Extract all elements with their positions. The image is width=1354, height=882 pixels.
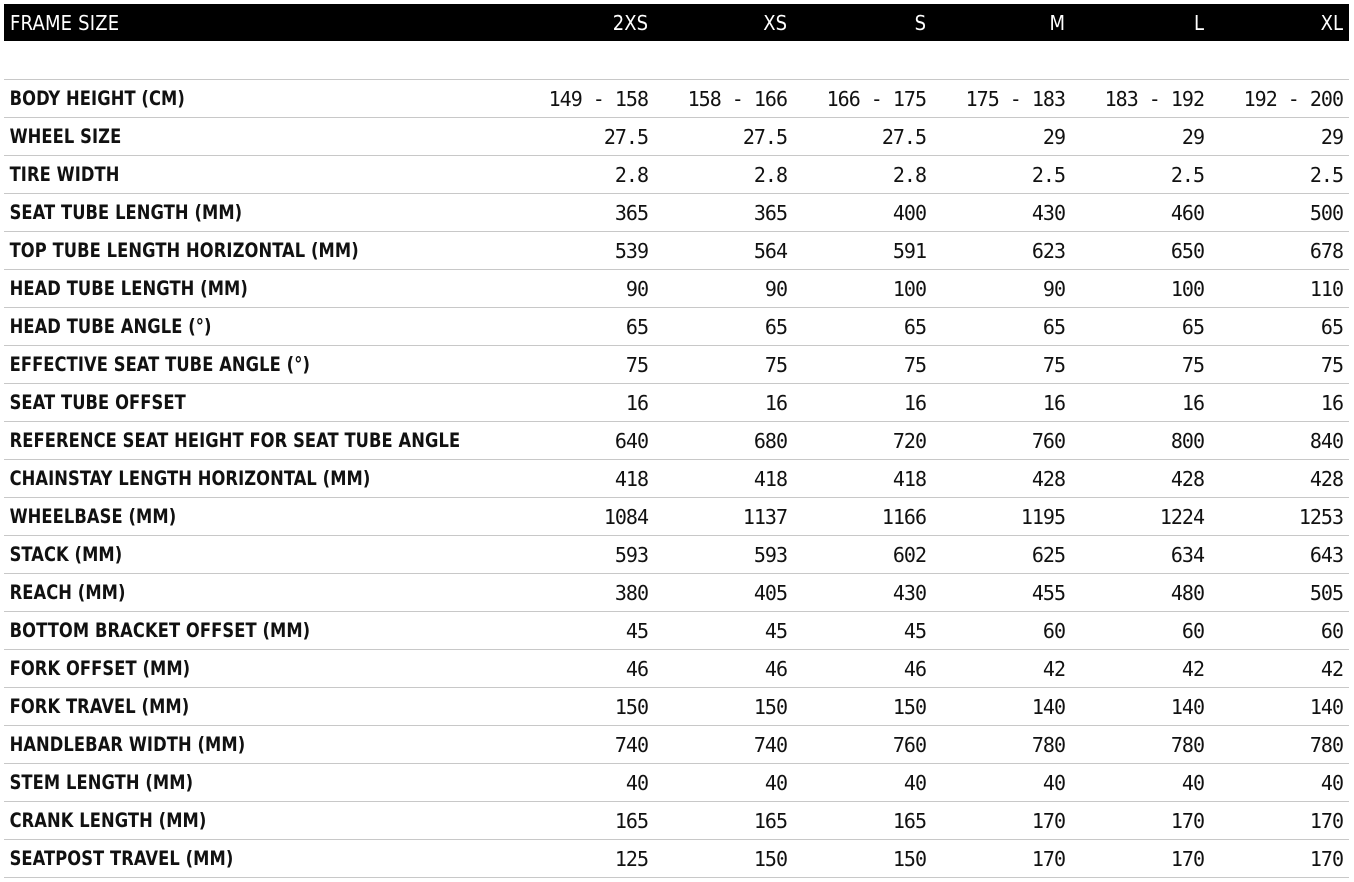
value-cell: 100 [892,276,926,301]
value-cell: 780 [1170,732,1204,757]
row-values [509,277,1349,301]
value-cell: 418 [892,466,926,491]
value-cell: 455 [1031,580,1065,605]
value-cell: 591 [892,238,926,263]
value-cell: 46 [903,656,926,681]
row-label: TOP TUBE LENGTH HORIZONTAL (MM) [9,239,359,262]
value-cell: 150 [753,694,787,719]
value-cell: 623 [1031,238,1065,263]
value-cell: 166 - 175 [826,86,926,111]
table-row [4,498,1349,536]
table-row [4,156,1349,194]
table-row [4,194,1349,232]
value-cell: 42 [1042,656,1065,681]
value-cell: 75 [1181,352,1204,377]
value-cell: 170 [1309,846,1343,871]
value-cell: 40 [764,770,787,795]
value-cell: 539 [614,238,648,263]
row-values [509,695,1349,719]
row-values [509,315,1349,339]
value-cell: 500 [1309,200,1343,225]
table-row [4,422,1349,460]
value-cell: 27.5 [881,124,926,149]
value-cell: 428 [1309,466,1343,491]
value-cell: 175 - 183 [965,86,1065,111]
size-header-xs: XS [763,10,787,35]
value-cell: 29 [1320,124,1343,149]
row-label: REFERENCE SEAT HEIGHT FOR SEAT TUBE ANGLE [9,429,461,452]
value-cell: 170 [1309,808,1343,833]
value-cell: 760 [892,732,926,757]
table-row [4,612,1349,650]
row-label: BOTTOM BRACKET OFFSET (MM) [9,619,311,642]
value-cell: 430 [1031,200,1065,225]
value-cell: 65 [764,314,787,339]
row-label: STACK (MM) [9,543,123,566]
value-cell: 640 [614,428,648,453]
value-cell: 65 [1320,314,1343,339]
value-cell: 150 [614,694,648,719]
size-header-m: M [1049,10,1065,35]
value-cell: 1195 [1020,504,1065,529]
value-cell: 430 [892,580,926,605]
row-values [509,201,1349,225]
value-cell: 150 [892,846,926,871]
value-cell: 140 [1170,694,1204,719]
value-cell: 418 [753,466,787,491]
value-cell: 165 [892,808,926,833]
row-values [509,239,1349,263]
value-cell: 365 [753,200,787,225]
value-cell: 170 [1170,846,1204,871]
value-cell: 150 [892,694,926,719]
row-label: SEAT TUBE OFFSET [9,391,186,414]
table-row [4,308,1349,346]
value-cell: 170 [1170,808,1204,833]
row-values [509,353,1349,377]
value-cell: 42 [1181,656,1204,681]
row-values [509,771,1349,795]
value-cell: 65 [903,314,926,339]
value-cell: 75 [1320,352,1343,377]
value-cell: 40 [903,770,926,795]
table-row [4,232,1349,270]
row-label: WHEELBASE (MM) [9,505,177,528]
size-columns-header [509,11,1349,35]
value-cell: 840 [1309,428,1343,453]
size-header-s: S [914,10,926,35]
value-cell: 1137 [742,504,787,529]
table-row [4,536,1349,574]
value-cell: 60 [1181,618,1204,643]
value-cell: 90 [764,276,787,301]
value-cell: 564 [753,238,787,263]
value-cell: 760 [1031,428,1065,453]
value-cell: 460 [1170,200,1204,225]
table-row [4,270,1349,308]
value-cell: 2.8 [892,162,926,187]
table-row [4,118,1349,156]
value-cell: 75 [903,352,926,377]
frame-size-header-label: FRAME SIZE [10,10,120,35]
value-cell: 140 [1031,694,1065,719]
table-row [4,650,1349,688]
row-values [509,581,1349,605]
table-row [4,346,1349,384]
value-cell: 2.5 [1309,162,1343,187]
value-cell: 90 [1042,276,1065,301]
table-row [4,840,1349,878]
value-cell: 428 [1170,466,1204,491]
value-cell: 740 [753,732,787,757]
value-cell: 720 [892,428,926,453]
row-label: STEM LENGTH (MM) [9,771,194,794]
value-cell: 110 [1309,276,1343,301]
value-cell: 125 [614,846,648,871]
value-cell: 602 [892,542,926,567]
value-cell: 65 [625,314,648,339]
value-cell: 2.8 [753,162,787,187]
row-label: SEATPOST TRAVEL (MM) [9,847,234,870]
value-cell: 46 [764,656,787,681]
value-cell: 100 [1170,276,1204,301]
row-label: SEAT TUBE LENGTH (MM) [9,201,243,224]
value-cell: 625 [1031,542,1065,567]
row-label: REACH (MM) [9,581,126,604]
row-label: FORK TRAVEL (MM) [9,695,190,718]
row-label: WHEEL SIZE [9,125,122,148]
row-label: EFFECTIVE SEAT TUBE ANGLE (°) [9,353,311,376]
value-cell: 27.5 [742,124,787,149]
row-label: FORK OFFSET (MM) [9,657,191,680]
value-cell: 46 [625,656,648,681]
table-row [4,764,1349,802]
value-cell: 2.5 [1031,162,1065,187]
row-label: HEAD TUBE ANGLE (°) [9,315,212,338]
value-cell: 60 [1042,618,1065,643]
table-row [4,574,1349,612]
row-values [509,809,1349,833]
value-cell: 165 [614,808,648,833]
value-cell: 780 [1309,732,1343,757]
value-cell: 29 [1042,124,1065,149]
row-values [509,429,1349,453]
table-row [4,384,1349,422]
value-cell: 45 [764,618,787,643]
size-header-l: L [1193,10,1204,35]
row-values [509,125,1349,149]
geometry-table [4,4,1349,878]
value-cell: 27.5 [603,124,648,149]
value-cell: 170 [1031,846,1065,871]
value-cell: 16 [625,390,648,415]
value-cell: 192 - 200 [1243,86,1343,111]
value-cell: 480 [1170,580,1204,605]
value-cell: 740 [614,732,648,757]
row-label: CRANK LENGTH (MM) [9,809,207,832]
row-values [509,467,1349,491]
value-cell: 593 [614,542,648,567]
value-cell: 16 [1042,390,1065,415]
value-cell: 634 [1170,542,1204,567]
value-cell: 16 [1320,390,1343,415]
value-cell: 418 [614,466,648,491]
row-values [509,87,1349,111]
value-cell: 158 - 166 [687,86,787,111]
row-values [509,847,1349,871]
value-cell: 678 [1309,238,1343,263]
value-cell: 1224 [1159,504,1204,529]
row-label: BODY HEIGHT (CM) [9,87,185,110]
value-cell: 2.8 [614,162,648,187]
value-cell: 680 [753,428,787,453]
row-label: CHAINSTAY LENGTH HORIZONTAL (MM) [9,467,371,490]
value-cell: 45 [625,618,648,643]
value-cell: 75 [764,352,787,377]
value-cell: 65 [1042,314,1065,339]
header-spacer [4,41,1349,80]
row-label: TIRE WIDTH [9,163,120,186]
row-values [509,505,1349,529]
value-cell: 2.5 [1170,162,1204,187]
row-values [509,163,1349,187]
value-cell: 780 [1031,732,1065,757]
value-cell: 16 [1181,390,1204,415]
value-cell: 16 [903,390,926,415]
value-cell: 42 [1320,656,1343,681]
value-cell: 60 [1320,618,1343,643]
table-row [4,460,1349,498]
value-cell: 365 [614,200,648,225]
value-cell: 650 [1170,238,1204,263]
table-row [4,726,1349,764]
value-cell: 90 [625,276,648,301]
value-cell: 149 - 158 [548,86,648,111]
row-label: HANDLEBAR WIDTH (MM) [9,733,246,756]
table-row [4,688,1349,726]
value-cell: 165 [753,808,787,833]
value-cell: 140 [1309,694,1343,719]
value-cell: 505 [1309,580,1343,605]
value-cell: 643 [1309,542,1343,567]
value-cell: 45 [903,618,926,643]
value-cell: 593 [753,542,787,567]
row-values [509,733,1349,757]
value-cell: 75 [625,352,648,377]
value-cell: 428 [1031,466,1065,491]
row-label: HEAD TUBE LENGTH (MM) [9,277,248,300]
size-header-xl: XL [1320,10,1343,35]
row-values [509,543,1349,567]
row-values [509,391,1349,415]
value-cell: 800 [1170,428,1204,453]
value-cell: 40 [1181,770,1204,795]
value-cell: 1166 [881,504,926,529]
value-cell: 65 [1181,314,1204,339]
value-cell: 170 [1031,808,1065,833]
value-cell: 150 [753,846,787,871]
value-cell: 405 [753,580,787,605]
value-cell: 40 [1042,770,1065,795]
value-cell: 183 - 192 [1104,86,1204,111]
table-row [4,80,1349,118]
row-values [509,657,1349,681]
value-cell: 16 [764,390,787,415]
table-row [4,802,1349,840]
value-cell: 40 [1320,770,1343,795]
value-cell: 380 [614,580,648,605]
table-header [4,4,1349,41]
value-cell: 1084 [603,504,648,529]
row-values [509,619,1349,643]
value-cell: 400 [892,200,926,225]
value-cell: 75 [1042,352,1065,377]
table-body [4,80,1349,878]
value-cell: 1253 [1298,504,1343,529]
value-cell: 29 [1181,124,1204,149]
size-header-2xs: 2XS [612,10,648,35]
value-cell: 40 [625,770,648,795]
